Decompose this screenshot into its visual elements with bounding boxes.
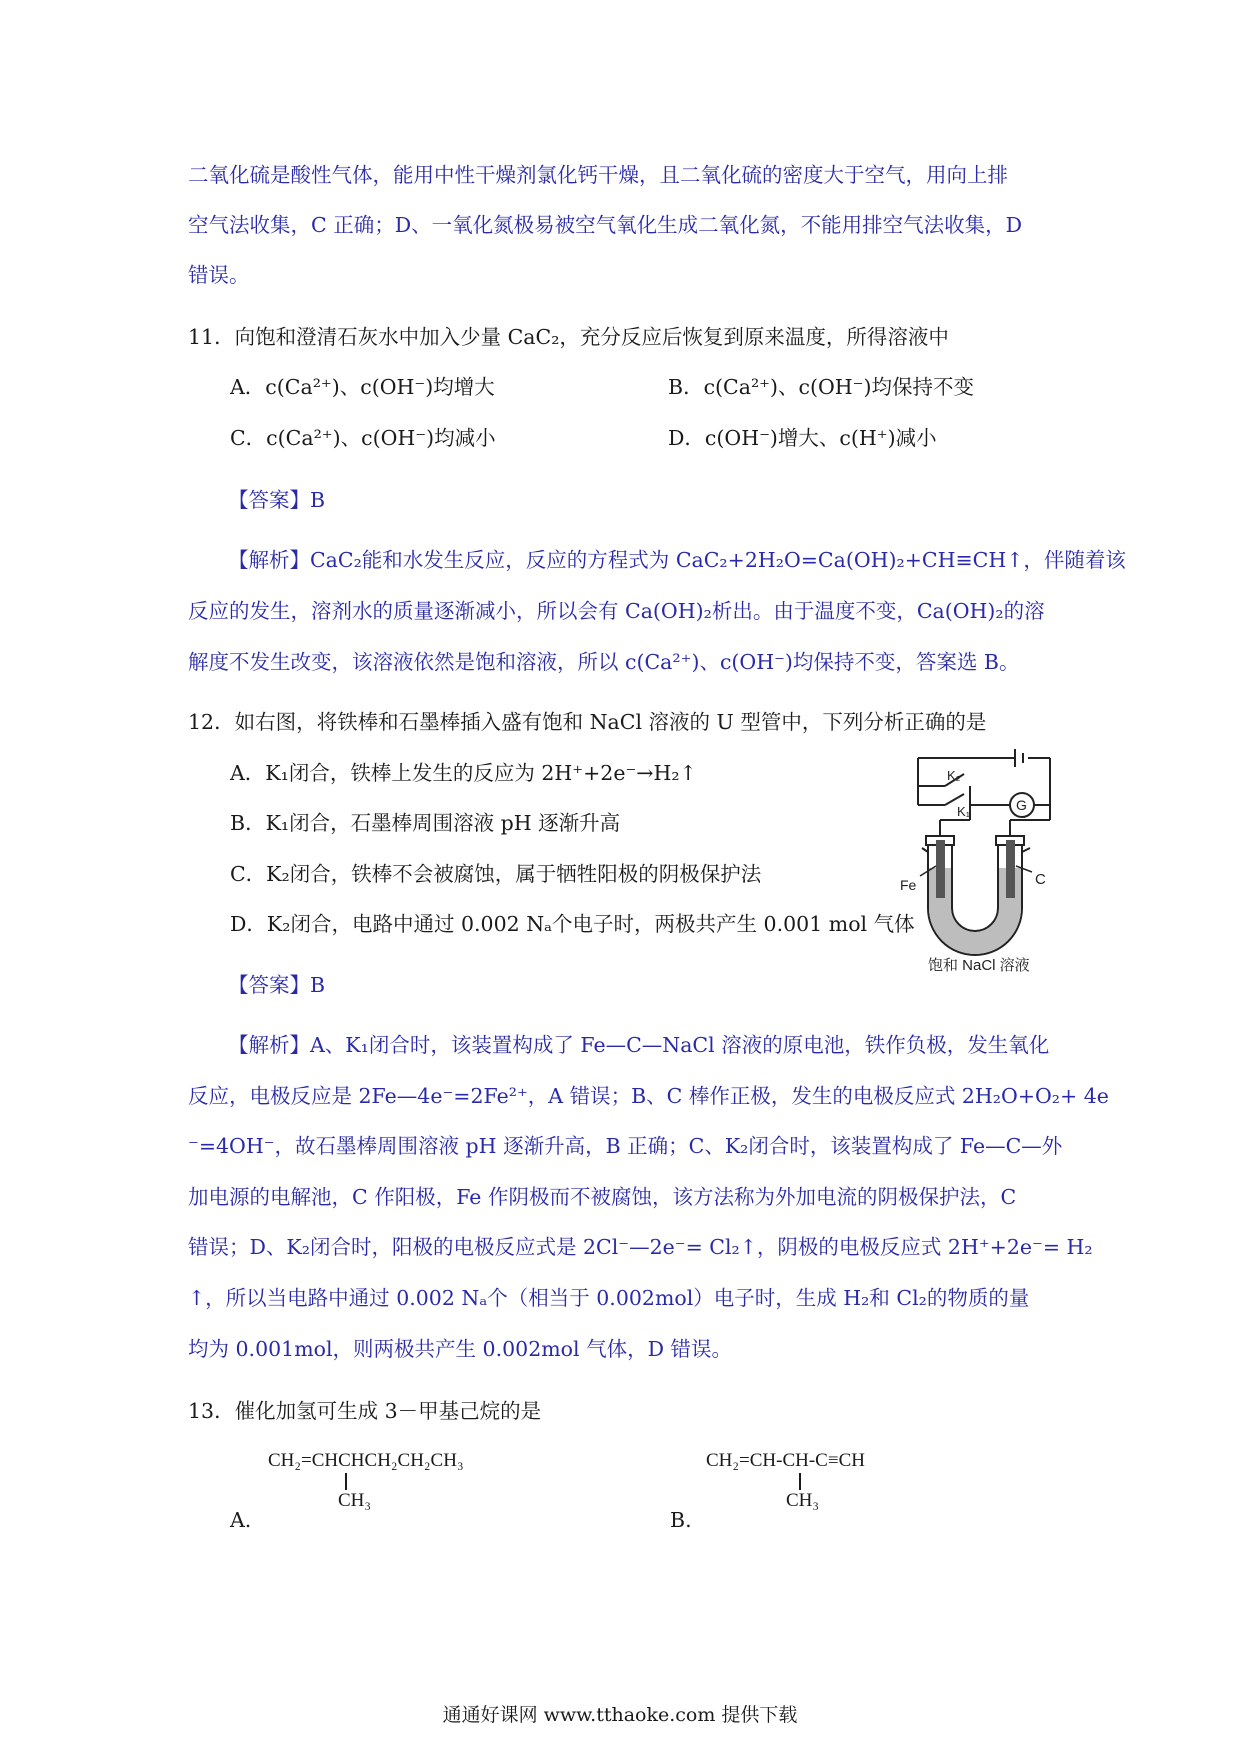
q12-analysis-line-3: ⁻=4OH⁻，故石墨棒周围溶液 pH 逐渐升高，B 正确；C、K₂闭合时，该装置构成了 Fe—C—外 (188, 1134, 1063, 1158)
c-label: C (1035, 871, 1046, 888)
q13-option-b-label: B. (670, 1508, 692, 1532)
q11-analysis-line-3: 解度不发生改变，该溶液依然是饱和溶液，所以 c(Ca²⁺)、c(OH⁻)均保持不变，答案选 B。 (188, 650, 1020, 674)
q13-formula-a-bond (345, 1473, 347, 1490)
q13-formula-a-branch: CH₃ (338, 1490, 372, 1511)
q13-formula-b-main: CH₂=CH-CH-C≡CH (706, 1450, 865, 1471)
q12-analysis-line-5: 错误；D、K₂闭合时，阳极的电极反应式是 2Cl⁻—2e⁻= Cl₂↑，阴极的电极反应式 2H⁺+2e⁻= H₂ (188, 1235, 1093, 1259)
q12-option-c: C．K₂闭合，铁棒不会被腐蚀，属于牺牲阳极的阴极保护法 (230, 862, 762, 886)
page-footer: 通通好课网 www.tthaoke.com 提供下载 (442, 1704, 798, 1726)
q13-option-a-label: A. (230, 1508, 252, 1532)
q11-option-d: D．c(OH⁻)增大、c(H⁺)减小 (668, 426, 937, 450)
q11-stem: 11．向饱和澄清石灰水中加入少量 CaC₂，充分反应后恢复到原来温度，所得溶液中 (188, 325, 949, 349)
q12-analysis-line-2: 反应，电极反应是 2Fe—4e⁻=2Fe²⁺，A 错误；B、C 棒作正极，发生的电极反应式 2H₂O+O₂+ 4e (188, 1084, 1109, 1108)
q11-option-b: B．c(Ca²⁺)、c(OH⁻)均保持不变 (668, 375, 974, 399)
q13-stem: 13．催化加氢可生成 3－甲基己烷的是 (188, 1399, 542, 1423)
q11-analysis-line-1: 【解析】CaC₂能和水发生反应，反应的方程式为 CaC₂+2H₂O=Ca(OH)₂+CH≡CH↑，伴随着该 (228, 548, 1126, 572)
k1-label: K₁ (957, 804, 971, 819)
q13-formula-b-branch: CH₃ (786, 1490, 820, 1511)
solution-caption: 饱和 NaCl 溶液 (928, 957, 1030, 974)
k2-label: K₂ (947, 768, 961, 783)
q13-formula-a-main: CH₂=CHCHCH₂CH₂CH₃ (268, 1450, 464, 1471)
q12-analysis-line-4: 加电源的电解池，C 作阳极，Fe 作阴极而不被腐蚀，该方法称为外加电流的阴极保护法，C (188, 1185, 1017, 1209)
q12-analysis-line-6: ↑，所以当电路中通过 0.002 Nₐ个（相当于 0.002mol）电子时，生成 H₂和 Cl₂的物质的量 (188, 1286, 1030, 1310)
q12-analysis-line-1: 【解析】A、K₁闭合时，该装置构成了 Fe—C—NaCl 溶液的原电池，铁作负极，发生氧化 (228, 1033, 1050, 1057)
q12-stem: 12．如右图，将铁棒和石墨棒插入盛有饱和 NaCl 溶液的 U 型管中，下列分析正确的是 (188, 710, 987, 734)
q13-formula-b-bond (799, 1473, 801, 1490)
prev-analysis-line-3: 错误。 (188, 263, 250, 287)
q12-option-a: A．K₁闭合，铁棒上发生的反应为 2H⁺+2e⁻→H₂↑ (230, 761, 697, 785)
galvanometer-label: G (1016, 797, 1027, 813)
prev-analysis-line-2: 空气法收集，C 正确；D、一氧化氮极易被空气氧化生成二氧化氮，不能用排空气法收集，D (188, 213, 1023, 237)
q11-analysis-line-2: 反应的发生，溶剂水的质量逐渐减小，所以会有 Ca(OH)₂析出。由于温度不变，Ca(OH)₂的溶 (188, 599, 1045, 623)
fe-label: Fe (900, 877, 917, 893)
electrolysis-diagram (900, 748, 1070, 978)
q11-answer: 【答案】B (228, 488, 326, 512)
q12-option-d: D．K₂闭合，电路中通过 0.002 Nₐ个电子时，两极共产生 0.001 mol 气体 (230, 912, 915, 936)
q11-option-c: C．c(Ca²⁺)、c(OH⁻)均减小 (230, 426, 496, 450)
q12-analysis-line-7: 均为 0.001mol，则两极共产生 0.002mol 气体，D 错误。 (188, 1337, 733, 1361)
q12-answer: 【答案】B (228, 973, 326, 997)
q11-option-a: A．c(Ca²⁺)、c(OH⁻)均增大 (230, 375, 495, 399)
prev-analysis-line-1: 二氧化硫是酸性气体，能用中性干燥剂氯化钙干燥，且二氧化硫的密度大于空气，用向上排 (188, 163, 1008, 187)
q12-option-b: B．K₁闭合，石墨棒周围溶液 pH 逐渐升高 (230, 811, 621, 835)
